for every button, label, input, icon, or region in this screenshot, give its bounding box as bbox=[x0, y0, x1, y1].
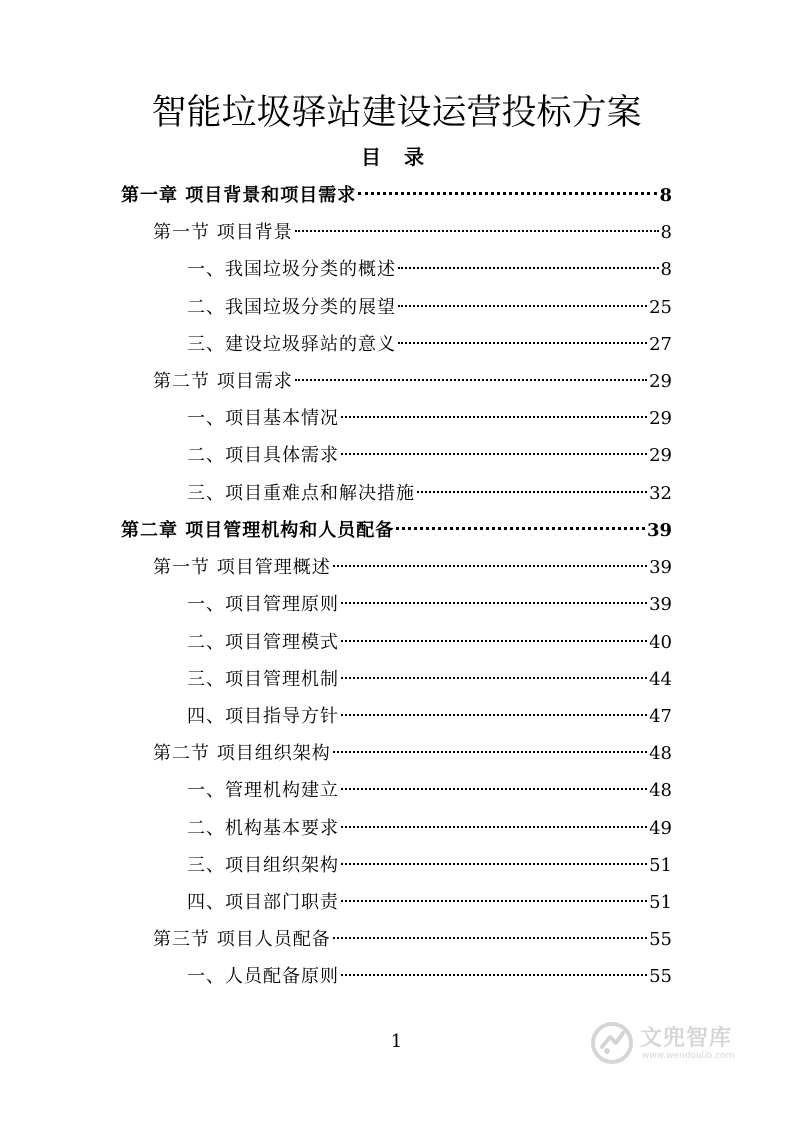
toc-entry-page: 27 bbox=[649, 334, 672, 355]
toc-entry-page: 51 bbox=[649, 892, 672, 913]
toc-entry-subsection[interactable] bbox=[187, 442, 672, 470]
watermark-url: www.wendoulib.com bbox=[642, 1051, 735, 1061]
toc-entry-label: 第三节 项目人员配备 bbox=[153, 929, 331, 950]
dot-leader bbox=[333, 751, 647, 753]
toc-entry-page: 39 bbox=[646, 520, 672, 541]
toc-entry-subsection[interactable] bbox=[187, 294, 672, 322]
toc-entry-subsection[interactable] bbox=[187, 852, 672, 880]
toc-heading: 目 录 bbox=[361, 145, 432, 169]
toc-entry-page: 55 bbox=[649, 966, 672, 987]
toc-entry-page: 47 bbox=[649, 706, 672, 727]
toc-entry-chapter[interactable] bbox=[121, 517, 672, 545]
toc-entry-label: 第二节 项目需求 bbox=[153, 371, 293, 392]
toc-entry-label: 一、我国垃圾分类的概述 bbox=[187, 259, 396, 280]
toc-entry-page: 8 bbox=[659, 185, 672, 206]
toc-entry-page: 44 bbox=[649, 669, 672, 690]
toc-entry-subsection[interactable] bbox=[187, 703, 672, 731]
dot-leader bbox=[358, 192, 657, 195]
toc-entry-page: 51 bbox=[649, 855, 672, 876]
toc-entry-label: 一、人员配备原则 bbox=[187, 966, 339, 987]
toc-entry-subsection[interactable] bbox=[187, 591, 672, 619]
toc-entry-page: 39 bbox=[649, 594, 672, 615]
toc-entry-label: 四、项目部门职责 bbox=[187, 892, 339, 913]
toc-entry-label: 二、我国垃圾分类的展望 bbox=[187, 297, 396, 318]
toc-entry-label: 二、项目管理模式 bbox=[187, 632, 339, 653]
toc-entry-page: 8 bbox=[660, 222, 672, 243]
dot-leader bbox=[398, 342, 647, 344]
toc-entry-page: 40 bbox=[649, 632, 672, 653]
document-title: 智能垃圾驿站建设运营投标方案 bbox=[151, 93, 642, 133]
dot-leader bbox=[417, 491, 647, 493]
dot-leader bbox=[341, 900, 647, 902]
toc-entry-page: 48 bbox=[649, 780, 672, 801]
toc-entry-label: 第二节 项目组织架构 bbox=[153, 743, 331, 764]
toc-entry-page: 39 bbox=[649, 557, 672, 578]
dot-leader bbox=[295, 230, 659, 232]
toc-entry-page: 29 bbox=[649, 408, 672, 429]
toc-entry-label: 三、建设垃圾驿站的意义 bbox=[187, 334, 396, 355]
dot-leader bbox=[341, 602, 647, 604]
dot-leader bbox=[341, 453, 647, 455]
dot-leader bbox=[333, 937, 647, 939]
toc-entry-label: 第二章 项目管理机构和人员配备 bbox=[121, 520, 395, 541]
toc-entry-label: 三、项目组织架构 bbox=[187, 855, 339, 876]
toc-entry-subsection[interactable] bbox=[187, 666, 672, 694]
toc-entry-section[interactable] bbox=[153, 219, 672, 247]
toc-entry-subsection[interactable] bbox=[187, 889, 672, 917]
toc-entry-section[interactable] bbox=[153, 368, 672, 396]
watermark-logo-icon bbox=[590, 1021, 634, 1065]
toc-entry-label: 一、项目管理原则 bbox=[187, 594, 339, 615]
toc-entry-label: 三、项目管理机制 bbox=[187, 669, 339, 690]
dot-leader bbox=[341, 826, 647, 828]
toc-entry-label: 一、管理机构建立 bbox=[187, 780, 339, 801]
toc-entry-label: 四、项目指导方针 bbox=[187, 706, 339, 727]
dot-leader bbox=[398, 267, 659, 269]
toc-entry-page: 48 bbox=[649, 743, 672, 764]
toc-entry-page: 55 bbox=[649, 929, 672, 950]
toc-entry-page: 29 bbox=[649, 445, 672, 466]
dot-leader bbox=[333, 565, 647, 567]
toc-entry-subsection[interactable] bbox=[187, 331, 672, 359]
toc-entry-section[interactable] bbox=[153, 554, 672, 582]
toc-entry-page: 29 bbox=[649, 371, 672, 392]
toc-entry-page: 8 bbox=[660, 259, 672, 280]
page-number: 1 bbox=[390, 1031, 403, 1052]
dot-leader bbox=[396, 527, 645, 530]
toc-entry-subsection[interactable] bbox=[187, 405, 672, 433]
dot-leader bbox=[341, 677, 647, 679]
watermark bbox=[584, 1015, 754, 1075]
toc-entry-label: 第一节 项目背景 bbox=[153, 222, 293, 243]
toc-entry-label: 三、项目重难点和解决措施 bbox=[187, 483, 415, 504]
toc-entry-section[interactable] bbox=[153, 740, 672, 768]
dot-leader bbox=[398, 305, 647, 307]
dot-leader bbox=[341, 974, 647, 976]
toc-entry-label: 一、项目基本情况 bbox=[187, 408, 339, 429]
dot-leader bbox=[341, 863, 647, 865]
toc-entry-page: 32 bbox=[649, 483, 672, 504]
toc-entry-subsection[interactable] bbox=[187, 480, 672, 508]
dot-leader bbox=[341, 788, 647, 790]
dot-leader bbox=[341, 714, 647, 716]
toc-entry-subsection[interactable] bbox=[187, 629, 672, 657]
toc-entry-label: 二、项目具体需求 bbox=[187, 445, 339, 466]
toc-entry-subsection[interactable] bbox=[187, 256, 672, 284]
toc-entry-subsection[interactable] bbox=[187, 815, 672, 843]
dot-leader bbox=[341, 416, 647, 418]
toc-entry-label: 二、机构基本要求 bbox=[187, 818, 339, 839]
toc-entry-label: 第一节 项目管理概述 bbox=[153, 557, 331, 578]
toc-entry-section[interactable] bbox=[153, 926, 672, 954]
watermark-name: 文兜智库 bbox=[640, 1026, 733, 1051]
toc-entry-page: 25 bbox=[649, 297, 672, 318]
toc-entry-page: 49 bbox=[649, 818, 672, 839]
toc-entry-subsection[interactable] bbox=[187, 777, 672, 805]
toc-entry-label: 第一章 项目背景和项目需求 bbox=[121, 185, 357, 206]
toc-entry-subsection[interactable] bbox=[187, 963, 672, 991]
toc-entry-chapter[interactable] bbox=[121, 182, 672, 210]
dot-leader bbox=[341, 640, 647, 642]
dot-leader bbox=[295, 379, 647, 381]
